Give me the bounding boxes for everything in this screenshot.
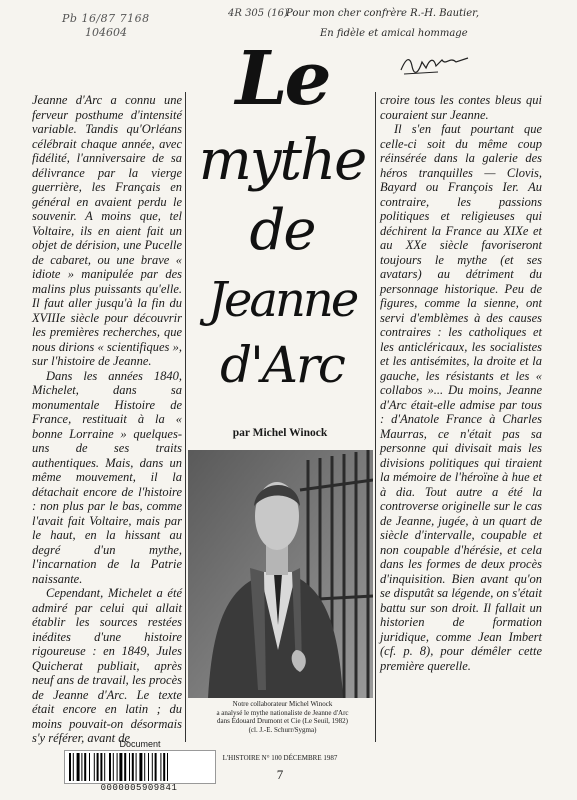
body-paragraph: Cependant, Michelet a été admiré par celui qui allait établir les sources restées inédites d'une histoire rigoureuse : en 1849, Jules Quicherat publiait, après neuf ans de travail, les procès de Jeanne d'Arc. Le texte était encore en latin ; du moins pouvait-on désormais s'y référer, avant de xyxy=(32,586,182,745)
handwritten-number: 104604 xyxy=(85,26,127,39)
caption-line: dans Édouard Drumont et Cie (Le Seuil, 1982) xyxy=(216,717,349,725)
barcode-bar xyxy=(144,753,145,781)
barcode-bar xyxy=(100,753,102,781)
barcode-bar xyxy=(119,753,122,781)
barcode-bar xyxy=(94,753,95,781)
barcode-bar xyxy=(129,753,130,781)
barcode-bar xyxy=(160,753,161,781)
barcode-bar xyxy=(84,753,86,781)
barcode-bar xyxy=(155,753,157,781)
barcode-bar xyxy=(113,753,114,781)
author-photo xyxy=(188,450,373,698)
photo-illustration xyxy=(188,450,373,698)
caption-line: (cl. J.-E. Schurr/Sygma) xyxy=(248,725,317,734)
body-paragraph: Jeanne d'Arc a connu une ferveur posthume d'intensité variable. Tandis qu'Orléans célébrait chaque année, avec fidélité, l'anniversaire de sa délivrance par la vierge guerrière, les Français en général en avaient perdu le souvenir. A moins que, tel Voltaire, ils en aient fait un objet de dérision, une Pucelle de cabaret, ou une brave « idiote » manipulée par des malins plus puissants qu'elle. Il faut aller jusqu'à la fin du XVIIIe siècle pour découvrir les premières recherches, que nous dirions « scientifiques », sur l'histoire de Jeanne. xyxy=(32,93,182,368)
barcode-bar xyxy=(104,753,105,781)
title-line: Jeanne xyxy=(207,272,357,328)
barcode-bar xyxy=(139,753,142,781)
barcode-bar xyxy=(77,753,80,781)
title-line: mythe xyxy=(198,128,366,193)
author-byline: par Michel Winock xyxy=(232,427,328,439)
barcode-bar xyxy=(97,753,99,781)
handwritten-dedication-line1: Pour mon cher confrère R.-H. Bautier, xyxy=(286,8,480,19)
handwritten-reference: 4R 305 (16) xyxy=(228,8,288,19)
barcode-bar xyxy=(163,753,165,781)
right-text-column xyxy=(380,93,542,673)
barcode-bar xyxy=(152,753,153,781)
barcode-bar xyxy=(89,753,90,781)
handwritten-signature xyxy=(398,52,473,78)
page-footer: L'HISTOIRE N° 100 DÉCEMBRE 1987 xyxy=(222,754,338,762)
caption-line: a analysé le mythe nationaliste de Jeanne d'Arc xyxy=(216,708,349,717)
barcode-bar xyxy=(136,753,137,781)
barcode-bar xyxy=(117,753,118,781)
body-paragraph: croire tous les contes bleus qui couraient sur Jeanne. xyxy=(380,93,542,122)
barcode-bar xyxy=(124,753,126,781)
handwritten-shelfmark: Pb 16/87 7168 xyxy=(62,12,150,25)
barcode-bars xyxy=(65,751,215,783)
barcode-bar xyxy=(148,753,149,781)
page-number: 7 xyxy=(276,767,284,782)
body-paragraph: Dans les années 1840, Michelet, dans sa monumentale Histoire de France, restituait à la « bonne Lorraine » quelques-uns de ses traits authentiques. Mais, dans un même mouvement, il la détachait encore de l'histoire : non plus par le bas, comme l'avait fait Voltaire, mais par le haut, en la hissant au degré d'un mythe, l'incarnation de la Patrie naissante. xyxy=(32,368,182,586)
caption-line: Notre collaborateur Michel Winock xyxy=(232,700,333,708)
barcode-label: Document xyxy=(119,739,161,749)
barcode-number: 0000005909841 xyxy=(100,783,178,793)
handwritten-dedication-line2: En fidèle et amical hommage xyxy=(320,28,468,39)
barcode-bar xyxy=(81,753,82,781)
left-text-column xyxy=(32,93,182,746)
photo-caption xyxy=(190,700,375,734)
column-divider-right xyxy=(375,92,376,742)
barcode-bar xyxy=(167,753,168,781)
title-line: d'Arc xyxy=(220,336,344,394)
barcode xyxy=(64,750,216,784)
barcode-bar xyxy=(69,753,71,781)
barcode-bar xyxy=(73,753,74,781)
barcode-bar xyxy=(109,753,111,781)
barcode-bar xyxy=(132,753,134,781)
title-line: Le xyxy=(235,36,329,122)
title-line: de xyxy=(249,198,315,263)
body-paragraph: Il s'en faut pourtant que celle-ci soit du même coup réinsérée dans la galerie des héros tranquilles — Clovis, Bayard ou François Ier. Au contraire, les passions politiques et religieuses qui déchirent la France au XIXe et au XXe siècle favoriseront toujours le mythe (et ses avatars) au détriment du personnage historique. Peu de figures, comme la sienne, ont servi d'emblèmes à des causes contraires : les catholiques et les anticléricaux, les socialistes et les antisémites, la droite et la gauche, les résistants et les « collabos »... Du moins, Jeanne d'Arc était-elle admise par tous : d'Anatole France à Charles Maurras, ce n'était pas sa personne qui divisait mais les divisions politiques qui tiraient la mémoire de l'héroïne à hue et à dia. Tout autre a été la controverse originelle sur le cas de Jeanne, jugée, à un quart de siècle d'intervalle, coupable et non coupable d'hérésie, et cela dans les formes de deux procès d'inquisition. Bien avant qu'on se disputât sa légende, on s'était battu sur son droit. Il fallait un historien de formation juridique, comme Jean Imbert (cf. p. 8), pour démêler cette première querelle. xyxy=(380,122,542,673)
